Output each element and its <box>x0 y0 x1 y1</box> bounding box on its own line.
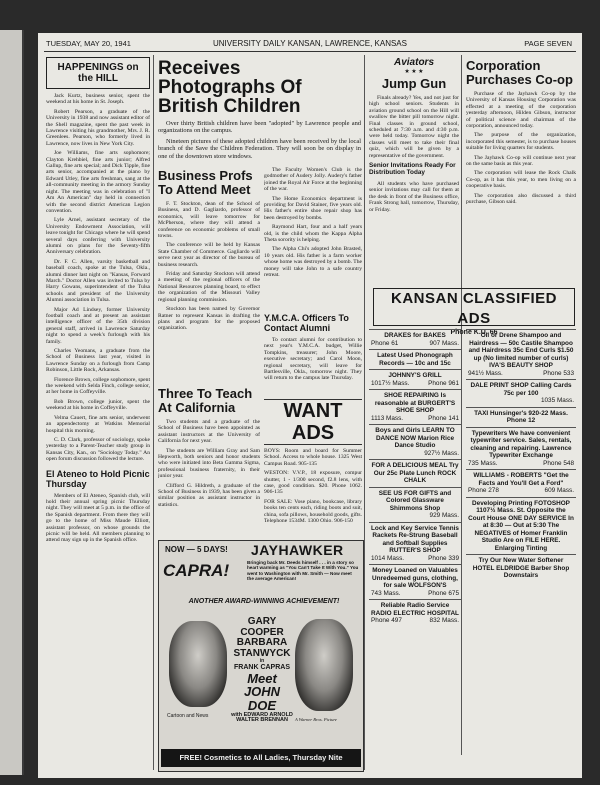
happening-item: Bob Brown, college junior, spent the weekend at his home in Coffeyville. <box>46 398 150 412</box>
movie-theater-name: JAYHAWKER <box>251 542 344 558</box>
el-ateneo-text: Members of El Ateneo, Spanish club, will hold their annual spring picnic Thursday night. They will meet at 5 p.m. in the office of the Spanish department. From there they will go to the home of Miss Maude Elliott, assistant professor, on whose grounds the picnic will be held. All members planning to attend may sign up in the Spanish office. <box>46 492 150 544</box>
page-header <box>38 39 582 51</box>
aviators-headline: Jump Gun <box>381 76 447 91</box>
classified-ad-left-detail: 1113 Mass. <box>371 414 404 422</box>
happening-item: Charles Yeomans, a graduate from the School of Business last year, visited in Lawrence Sunday on a furlough from Camp Robinson, Little Rock, Arkansas. <box>46 348 150 374</box>
aviators-story <box>369 57 459 309</box>
classified-ad-left-detail: Phone 497 <box>371 617 402 624</box>
classified-ad-text: Developing Printing FOTOSHOP 1107½ Mass. St. Opposite the Court House ONE DAY SERVICE In at 8:30 — Out at 5:30 The NEGATIVES of Homer Franklin Studio Are on FILE HERE. Enlarging Tinting <box>468 499 574 552</box>
previous-page-edge <box>0 30 24 775</box>
classified-ad-right-detail: Phone 548 <box>543 459 574 467</box>
classified-ad-text: SEE US FOR GIFTS and Colored Glassware Shimmons Shop <box>378 489 452 512</box>
classified-ad-right-detail: 929 Mass. <box>429 512 459 519</box>
main-story <box>158 57 361 162</box>
want-ads-heading: WANT ADS <box>264 399 362 445</box>
header-page-number: PAGE SEVEN <box>524 39 572 48</box>
three-to-teach-p1: Two students and a graduate of the School of Business have been appointed as assistant instructors at the University of California for next year. <box>158 419 260 445</box>
column-divider <box>461 55 462 755</box>
corp-p3: The Jayhawk Co-op will continue next year on the same basis as this year. <box>466 154 576 168</box>
business-profs-p4: Stockton has been named by Governor Ratner to represent Kansas in drafting the plans and program for the proposed organization. <box>158 306 260 332</box>
ymca-story <box>264 311 362 397</box>
happenings-items <box>46 93 150 463</box>
movie-blurb: Bringing back Mr. Deeds himself . . . in a story so heart warming as "You Can't Take It With You." You went to Washington with Mr. Smith — Now meet the average American! <box>247 560 359 581</box>
movie-in: in <box>259 658 265 664</box>
classified-ad-right-detail: 927½ Mass. <box>424 449 459 457</box>
classified-ad-text: Latest Used Phonograph Records — 10c and 15c <box>377 352 453 367</box>
main-headline: Receives Photographs Of British Children <box>158 58 302 117</box>
classified-ad <box>369 424 461 459</box>
classified-ad-text: Money Loaned on Valuables Unredeemed guns, clothing, for sale WOLFSON'S <box>372 567 458 589</box>
classified-title: KANSAN CLASSIFIED ADS <box>390 290 557 327</box>
classified-ad-left-detail: 735 Mass. <box>468 459 498 467</box>
classified-ad-text: Try Our New Water Softener HOTEL ELDRIDGE Barber Shop Downstairs <box>472 557 570 579</box>
classified-ad-right-detail: Phone 961 <box>428 379 459 387</box>
classified-phone: Phone K.U. 66 <box>450 329 498 336</box>
want-ad-3: FOR SALE: Vose piano, bookcase, library books ten cents each, riding boots and suit, china, sofa pillows, household goods, gifts. Telephone 1534M. 1300 Ohio. 906-150 <box>264 498 362 525</box>
classified-ad-right-detail: Phone 141 <box>428 414 459 422</box>
senior-invitations-headline: Senior Invitations Ready For Distribution Today <box>369 162 456 177</box>
senior-invitations-text: All students who have purchased senior invitations may call for them at the desk in front of the Business office, Frank Strong hall, tomorrow, Thursday, or Friday. <box>369 180 459 213</box>
classified-ad-left-detail: 941½ Mass. <box>468 369 503 377</box>
classified-ad-text: Lock and Key Service Tennis Rackets Re-Strung Baseball and Softball Supplies RUTTER'S SHOP <box>371 524 459 554</box>
classified-ad-text: Typewriters We have convenient typewriter service. Sales, rentals, cleaning and repairing. Lawrence Typewriter Exchange <box>470 429 572 459</box>
classified-ad-contact <box>371 415 459 423</box>
happening-item: Velma Cauert, fine arts senior, underwent an appendectomy at Watkins Memorial hospital this morning. <box>46 414 150 434</box>
movie-warner: A Warner Bros. Picture <box>295 717 337 722</box>
classified-ad-text: TAXI Hunsinger's 920-22 Mass. Phone 12 <box>474 409 568 424</box>
classified-ad-left-detail: 1017½ Mass. <box>371 379 410 387</box>
classified-ad-right-detail: Phone 533 <box>543 369 574 377</box>
want-ad-2: WESTON: V.V.P., 18 exposure, compur shutter, 1 - 1/300 second, f2.8 lens, with case, good condition. $20. Phone 1062. 906-135 <box>264 470 362 496</box>
movie-cast-with: with EDWARD ARNOLD WALTER BRENNAN <box>231 711 293 724</box>
classified-ad <box>466 497 576 555</box>
want-ad-1: BOYS: Room and board for Summer School. Access to whole house. 1325 West Campus Road. 905-135 <box>264 448 362 467</box>
ymca-text: To contact alumni for contribution to next year's Y.M.C.A. budget, Willie Tompkins, treasurer; John Moore, executive secretary; and Carol Moon, regional secretary, will leave for Bartlesville, Okla., tomorrow night. They will return to the campus late Thursday. <box>264 337 362 382</box>
header-paper-name: UNIVERSITY DAILY KANSAN, LAWRENCE, KANSAS <box>213 39 407 48</box>
classified-ad <box>466 407 576 427</box>
classified-ad-text: Boys and Girls LEARN TO DANCE NOW Marion Rice Dance Studio <box>375 427 455 449</box>
happening-item: Dr. F. C. Allen, varsity basketball and baseball coach, spoke at the Tulsa, Okla., alumni dinner last night on "Kansas, Forward March." Doctor Allen was invited to Tulsa by Harry Gowans, superintendent of the Tulsa schools and president of the University Alumni association in Tulsa. <box>46 258 150 304</box>
classified-ad-left-detail: 1014 Mass. <box>371 554 405 562</box>
three-to-teach-p3: Clifford G. Hildreth, a graduate of the School of Business in 1939, has been given a similar position as assistant instructor in statistics. <box>158 482 260 508</box>
aviators-stars: ★ ★ ★ <box>404 69 424 75</box>
main-cont-1: The Faculty Women's Club is the godmother of Audery Jolly. Audery's father joined the Royal Air Force at the beginning of the war. <box>264 167 362 193</box>
classified-ad-left-detail: 743 Mass. <box>371 589 401 597</box>
column-divider <box>364 55 365 770</box>
main-lead-2: Nineteen pictures of these adopted children have been received by the local branch of the Save the Children Federation. They will soon be on display in one of the downtown store windows. <box>158 137 361 160</box>
classified-ad-right-detail: Phone 675 <box>428 589 459 597</box>
main-cont-3: Raymond Hart, four and a half years old, is the child whom the Kappa Alpha Theta sorority is helping. <box>264 224 362 244</box>
barbara-stanwyck-portrait <box>295 619 353 711</box>
main-cont-2: The Home Economics department is providing for David Stainer, five years old. His father's entire shoe repair shop has been destroyed by bombs. <box>264 195 362 221</box>
corporation-headline: Corporation Purchases Co-op <box>466 58 573 87</box>
el-ateneo-headline: El Ateneo to Hold Picnic Thursday <box>46 468 150 489</box>
business-profs-p1: F. T. Stockton, dean of the School of Business, and D. Gagliardo, professor of economics, will leave tomorrow for McPherson, where they will attend a conference on economic problems of small towns. <box>158 201 260 240</box>
business-profs-p2: The conference will be held by Kansas State Chamber of Commerce. Gagliardo will serve next year as director of the bureau of business research. <box>158 242 260 268</box>
movie-director: FRANK CAPRAS <box>234 664 290 672</box>
corp-p4: The corporation will lease the Rock Chalk Co-op, as it has this year, to men living on a cooperative basis. <box>466 170 576 190</box>
classified-ad-contact <box>468 370 574 378</box>
corporation-story <box>466 57 576 282</box>
classified-ad-contact <box>371 555 459 563</box>
happening-item: Joe Williams, fine arts sophomore; Clayton Krehbiel, fine arts junior; Alfred Gallup, fine arts special; and Dick Tipple, fine arts senior, accompanied at the piano by Edward Utley, fine arts freshman, sang at the all-community meeting in the armory Sunday night. The meeting was in celebration of "I Am An American" day held in connection with the second district American Legion convention. <box>46 150 150 214</box>
header-date: TUESDAY, MAY 20, 1941 <box>46 39 131 48</box>
left-column <box>46 57 150 772</box>
classified-ad-contact <box>468 460 574 468</box>
column-divider <box>153 55 154 770</box>
star-two: BARBARA STANWYCK <box>233 637 291 659</box>
classified-ad-contact <box>371 512 459 520</box>
corp-p2: The purpose of the organization, incorporated this semester, is to purchase houses suitable for living quarters for students. <box>466 132 576 152</box>
classified-ad-text: Oil or Drene Shampoo and Hairdress — 50c Castile Shampoo and Hairdress 35c End Curls $1.50 up (No limited number of curls) IVA'S BEAUTY SHOP <box>468 332 574 369</box>
aviators-text: Finals already? Yes, and not just for high school seniors. Students in aviation ground school on the Hill will swallow the bitter pill tomorrow night. Final classes in ground school, scheduled at 7:30 a.m. and 4:30 p.m. were held today. Tomorrow night the classes will meet to take their final quiz, which will be given by a representative of the government. <box>369 95 459 159</box>
corp-p5: The corporation also discussed a third purchase, Gibson said. <box>466 192 576 206</box>
classified-ad-contact <box>371 340 459 348</box>
classified-ad-right-detail: 907 Mass. <box>429 339 459 347</box>
aviators-kicker: Aviators <box>393 57 434 68</box>
business-profs-headline: Business Profs To Attend Meet <box>158 168 253 197</box>
main-cont-4: The Alpha Chi's adopted John Brasted, 10 years old. His father is a farm worker whose home was destroyed by a bomb. The money will take John to a safe country retreat. <box>264 246 362 279</box>
classified-ad-text: DRAKES for BAKES <box>384 332 446 339</box>
three-to-teach-p2: The students are William Gray and Sam Hepworth, both seniors and honor students who were initiated into Beta Gamma Sigma, professional business fraternity, in their junior year. <box>158 447 260 480</box>
jayhawker-movie-ad <box>158 540 364 772</box>
movie-credits <box>229 617 295 724</box>
movie-cartoon-news: Cartoon and News <box>167 713 209 719</box>
classified-ad-contact <box>371 380 459 388</box>
classified-ad <box>369 599 461 627</box>
classified-ad <box>369 349 461 369</box>
happening-item: C. D. Clark, professor of sociology, spoke yesterday to a Parent-Teacher study group in Kansas City, Kan., on "Sociology Today." An open forum discussion followed the lecture. <box>46 436 150 463</box>
movie-capra: CAPRA! <box>163 561 230 580</box>
ymca-headline: Y.M.C.A. Officers To Contact Alumni <box>264 313 349 333</box>
newspaper-page <box>38 33 582 778</box>
classified-ad <box>466 427 576 470</box>
classified-ad-left-detail: Phone 61 <box>371 339 399 347</box>
header-rule <box>44 51 576 52</box>
classified-ad <box>369 487 461 522</box>
classified-ad-right-detail: 832 Mass. <box>429 617 459 624</box>
classified-ad-text: WILLIAMS - ROBERTS "Get the Facts and You'll Get a Ford" <box>473 472 569 487</box>
three-to-teach-headline: Three To Teach At California <box>158 386 253 415</box>
classified-ad-contact <box>371 450 459 458</box>
corp-p1: Purchase of the Jayhawk Co-op by the University of Kansas Housing Corporation was effected at a meeting of the corporation yesterday afternoon, Hilden Gibson, instructor of political science and chairman of the corporation, announced today. <box>466 91 576 130</box>
main-story-continued <box>264 167 362 307</box>
business-profs-p3: Friday and Saturday Stockton will attend a meeting of the regional officers of the National Resources planning board, to effect the organization of the Missouri Valley regional planning commission. <box>158 271 260 303</box>
classified-ad <box>369 369 461 389</box>
classified-ad-contact <box>468 487 574 495</box>
happening-item: Robert Pearson, a graduate of the University in 1938 and now assistant editor of the Shell magazine, spent the past week in Lawrence visiting his grandmother, Mrs. J. R. Greenlees. Pearson, who formerly lived in Lawrence, now lives in New York City. <box>46 108 150 147</box>
classified-ads-right <box>466 329 576 769</box>
classified-ad <box>466 469 576 497</box>
happening-item: Florence Brown, college sophomore, spent the weekend with Selda Finch, college senior, at her home in Coffeyville. <box>46 376 150 396</box>
three-to-teach-story <box>158 385 260 535</box>
classified-ad-contact <box>468 397 574 405</box>
happening-item: Major Ad Lindsey, former University football coach and at present an assistant intelligence officer of the 35th division general staff, arrived in Lawrence Saturday night to spend a week's furlough with his family. <box>46 306 150 345</box>
classified-ads-left <box>369 329 461 769</box>
gary-cooper-portrait <box>169 621 227 707</box>
happening-item: Lyle Arnel, assistant secretary of the University Endowment Association, will leave tonight for Chicago where he will spend several days conferring with University alumni on plans for the Seventy-fifth Anniversary celebration. <box>46 217 150 256</box>
want-ads <box>264 399 362 539</box>
classified-ad <box>466 379 576 407</box>
classified-ad <box>369 522 461 565</box>
classified-ad-right-detail: 1035 Mass. <box>540 397 574 404</box>
classified-ad-text: JOHNNY'S GRILL <box>388 372 442 379</box>
happenings-heading: HAPPENINGS on the HILL <box>46 57 150 89</box>
classified-ad-contact <box>371 590 459 598</box>
classified-ad-right-detail: Phone 339 <box>428 554 459 562</box>
classified-ad-right-detail: 609 Mass. <box>544 487 574 494</box>
classified-ad <box>466 329 576 379</box>
star-one: GARY COOPER <box>240 616 284 638</box>
main-lead-1: Over thirty British children have been "adopted" by Lawrence people and organizations on the campus. <box>158 120 361 135</box>
classified-ad <box>369 329 461 349</box>
classified-ad-text: Reliable Radio Service RADIO ELECTRIC HOSPITAL <box>371 602 459 617</box>
classified-ad-text: SHOE REPAIRING Is reasonable at BURGERT'S SHOE SHOP <box>374 392 456 414</box>
movie-title: Meet JOHN DOE <box>243 670 281 713</box>
classified-ad-text: DALE PRINT SHOP Calling Cards 75c per 100 <box>470 382 572 397</box>
happening-item: Jack Kurtz, business senior, spent the weekend at his home in St. Joseph. <box>46 93 150 106</box>
movie-award-line: ANOTHER AWARD-WINNING ACHIEVEMENT! <box>188 598 340 605</box>
business-profs-story <box>158 167 260 382</box>
classified-ad <box>369 459 461 487</box>
movie-footer-banner: FREE! Cosmetics to All Ladies, Thursday Nite <box>161 749 361 767</box>
classified-ad-left-detail: Phone 278 <box>468 487 499 494</box>
classified-ad <box>369 389 461 424</box>
classified-ad-contact <box>371 617 459 625</box>
movie-banner: NOW — 5 DAYS! <box>165 545 228 554</box>
classified-ad <box>369 564 461 599</box>
classified-ad-text: FOR A DELICIOUS MEAL Try Our 25c Plate Lunch ROCK CHALK <box>371 462 459 484</box>
classified-ad <box>466 554 576 582</box>
